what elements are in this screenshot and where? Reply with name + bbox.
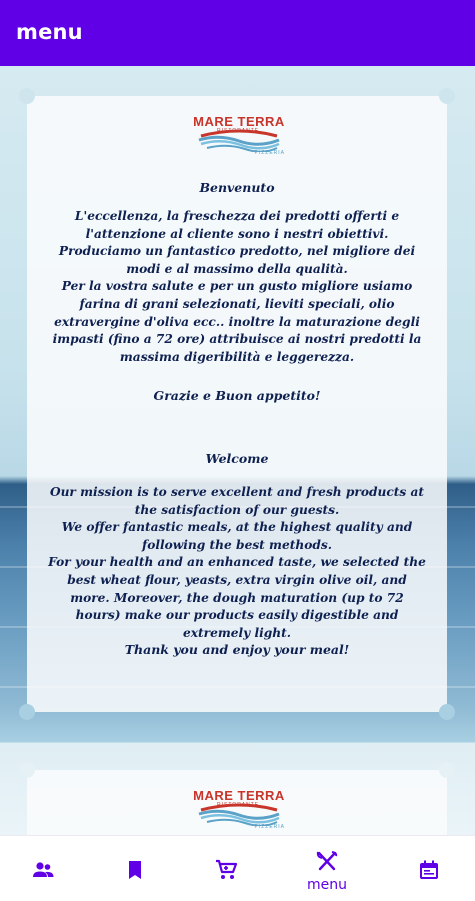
welcome-text-en — [47, 484, 427, 642]
paragraph: L'eccellenza, la freschezza dei predotti offerti e l'attenzione al cliente sono i nestri obiettivi. — [74, 209, 400, 241]
cart-icon — [214, 858, 238, 882]
app-bar — [0, 0, 475, 66]
calendar-icon — [417, 858, 441, 882]
logo-name: MARE TERRA — [193, 114, 285, 129]
nav-item-cart[interactable] — [186, 836, 266, 901]
logo-waves-icon — [197, 128, 281, 152]
restaurant-logo — [191, 788, 287, 835]
logo-tagline-top: RISTORANTE — [217, 802, 260, 808]
bottom-navigation — [0, 835, 475, 901]
nav-item-bookmark[interactable] — [95, 836, 175, 901]
bookmark-icon — [123, 858, 147, 882]
logo-tagline-top: RISTORANTE — [217, 128, 260, 134]
nav-item-people[interactable] — [3, 836, 83, 901]
logo-waves-icon — [197, 802, 281, 826]
background-scene[interactable] — [0, 66, 475, 835]
closing-it: Grazie e Buon appetito! — [153, 388, 321, 403]
heading-en: Welcome — [205, 451, 269, 466]
paragraph: For your health and an enhanced taste, we selected the best wheat flour, yeasts, extra virgin olive oil, and more. Moreover, the dough maturation (up to 72 hours) make our products easily digestible and extremely light. — [48, 555, 426, 640]
closing-en: Thank you and enjoy your meal! — [124, 642, 350, 657]
logo-name: MARE TERRA — [193, 788, 285, 803]
paragraph: Produciamo un fantastico predotto, nel migliore dei modi e al massimo della qualità. — [58, 244, 416, 276]
welcome-text-it — [47, 208, 427, 366]
restaurant-icon — [315, 849, 339, 873]
restaurant-logo — [191, 114, 287, 162]
app-bar-title: menu — [16, 20, 83, 44]
heading-it: Benvenuto — [199, 180, 275, 195]
nav-item-menu[interactable] — [287, 836, 367, 901]
menu-card[interactable] — [27, 770, 447, 835]
logo-tagline-bottom: PIZZERIA — [254, 824, 285, 830]
paragraph: Per la vostra salute e per un gusto migliore usiamo farina di grani selezionati, lieviti speciali, olio extravergine d'oliva ecc.. inoltre la maturazione degli impasti (fino a 72 ore) attribuisce ai nostri predotti la massima digeribilità e leggerezza. — [52, 279, 422, 364]
nav-item-calendar[interactable] — [389, 836, 469, 901]
paragraph: We offer fantastic meals, at the highest quality and following the best methods. — [61, 520, 413, 552]
paragraph: Our mission is to serve excellent and fresh products at the satisfaction of our guests. — [49, 485, 425, 517]
welcome-card — [27, 96, 447, 712]
nav-item-label: menu — [307, 877, 347, 893]
logo-tagline-bottom: PIZZERIA — [254, 150, 285, 156]
people-icon — [31, 858, 55, 882]
